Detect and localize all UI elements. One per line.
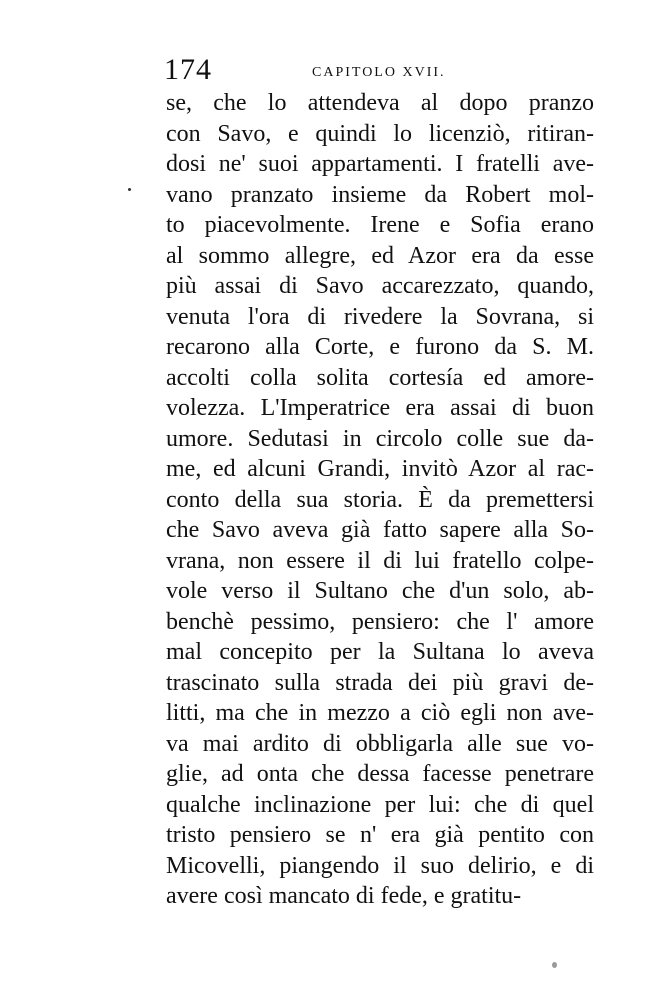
text-line: benchè pessimo, pensiero: che l' amore xyxy=(166,608,594,635)
text-line: glie, ad onta che dessa facesse penetrare xyxy=(166,761,594,787)
text-line: mal concepito per la Sultana lo aveva xyxy=(166,639,594,665)
chapter-heading: CAPITOLO XVII. xyxy=(312,65,446,80)
text-line: accolti colla solita cortesía ed amore- xyxy=(166,364,594,391)
text-line: me, ed alcuni Grandi, invitò Azor al rac- xyxy=(166,456,594,482)
text-line: vano pranzato insieme da Robert mol- xyxy=(166,181,594,208)
text-line: avere così mancato di fede, e gratitu- xyxy=(166,883,522,909)
text-line: to piacevolmente. Irene e Sofia erano xyxy=(166,212,594,238)
text-line: litti, ma che in mezzo a ciò egli non ave- xyxy=(166,700,594,726)
text-line: se, che lo attendeva al dopo pranzo xyxy=(166,90,594,116)
text-line: vole verso il Sultano che d'un solo, ab- xyxy=(166,578,594,604)
text-line: volezza. L'Imperatrice era assai di buon xyxy=(166,395,594,421)
text-line: conto della sua storia. È da premettersi xyxy=(166,486,594,513)
text-line: dosi ne' suoi appartamenti. I fratelli ave- xyxy=(166,151,594,177)
text-line: più assai di Savo accarezzato, quando, xyxy=(166,273,594,299)
text-line: vrana, non essere il di lui fratello colpe- xyxy=(166,547,594,574)
text-line: va mai ardito di obbligarla alle sue vo- xyxy=(166,730,594,757)
ink-speck xyxy=(128,188,131,191)
page-number: 174 xyxy=(164,53,212,86)
text-line: al sommo allegre, ed Azor era da esse xyxy=(166,242,594,269)
text-line: tristo pensiero se n' era già pentito con xyxy=(166,822,594,848)
text-line: trascinato sulla strada dei più gravi de- xyxy=(166,669,594,696)
text-line: qualche inclinazione per lui: che di quel xyxy=(166,791,594,818)
text-line: con Savo, e quindi lo licenziò, ritiran- xyxy=(166,120,594,147)
ink-speck xyxy=(552,962,557,968)
body-text xyxy=(166,88,594,912)
text-line: umore. Sedutasi in circolo colle sue da- xyxy=(166,425,594,452)
text-line: recarono alla Corte, e furono da S. M. xyxy=(166,334,594,360)
text-line: che Savo aveva già fatto sapere alla So- xyxy=(166,517,594,543)
text-line: venuta l'ora di rivedere la Sovrana, si xyxy=(166,303,594,330)
text-line: Micovelli, piangendo il suo delirio, e di xyxy=(166,852,594,879)
